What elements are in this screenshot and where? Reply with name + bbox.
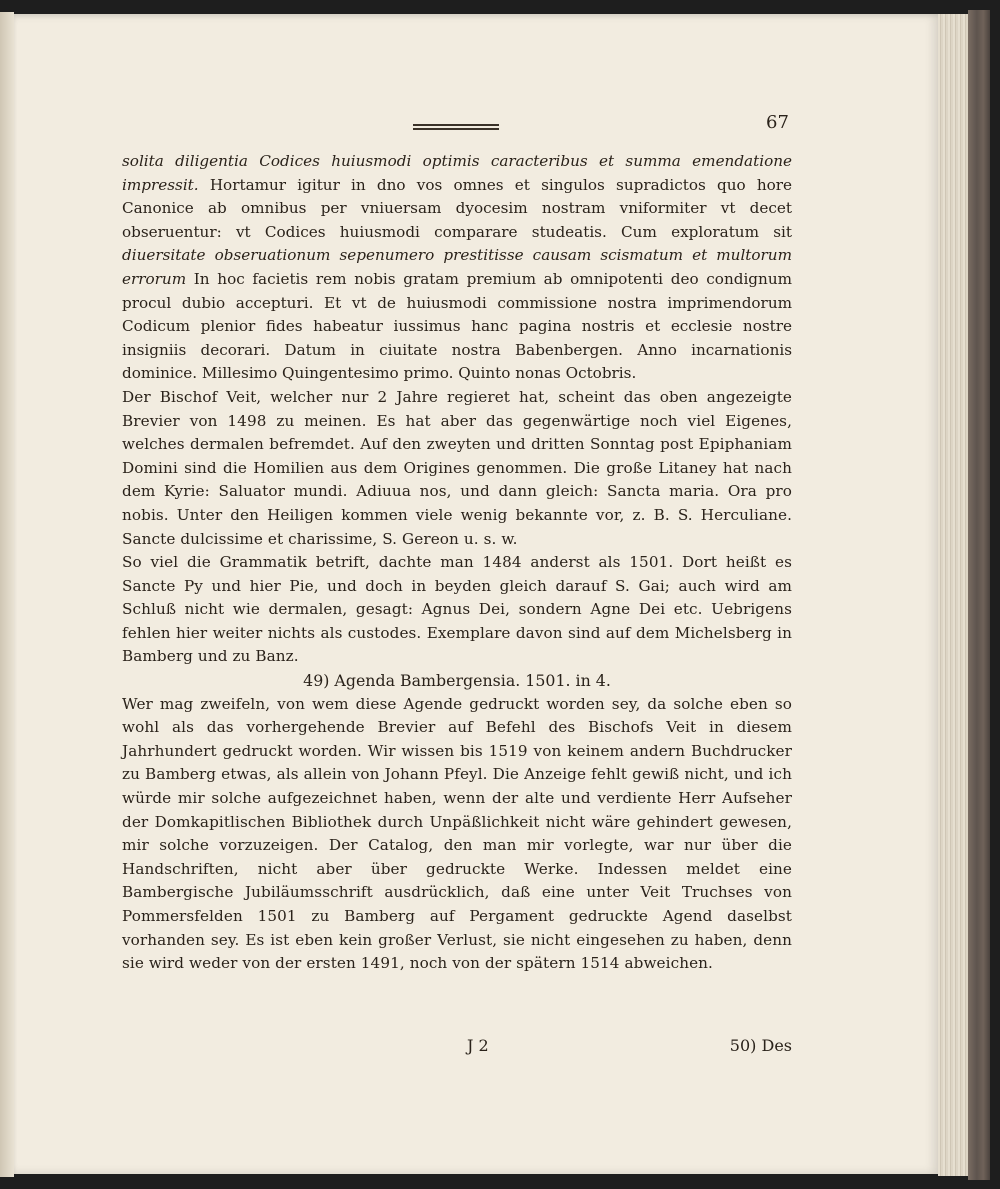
latin-paragraph bbox=[122, 150, 792, 386]
book-cover-edge bbox=[968, 10, 990, 1180]
paragraph-grammatik: So viel die Grammatik betrift, dachte man 1484 anderst als 1501. Dort heißt es Sancte Py und hier Pie, und doch in beyden gleich darauf S. Gai; auch wird am Schluß nicht wie dermalen, gesagt: Agnus Dei, sondern Agne Dei etc. Uebrigens fehlen hier weiter nichts als custodes. Exemplare davon sind auf dem Michelsberg in Bamberg und zu Banz. bbox=[122, 553, 792, 666]
section-heading: 49) Agenda Bambergensia. 1501. in 4. bbox=[303, 671, 611, 691]
left-page-edge bbox=[0, 12, 14, 1177]
page-fore-edge bbox=[938, 14, 970, 1176]
signature-mark: J 2 bbox=[467, 1036, 489, 1055]
header-rule bbox=[413, 124, 499, 130]
page-footer bbox=[122, 1036, 792, 1062]
body-text bbox=[122, 150, 792, 976]
paragraph-agende: Wer mag zweifeln, von wem diese Agende gedruckt worden sey, da solche eben so wohl als das vorhergehende Brevier auf Befehl des Bischofs Veit in diesem Jahrhundert gedruckt worden. Wir wissen bis 1519 von keinem andern Buchdrucker zu Bamberg etwas, als allein von Johann Pfeyl. Die Anzeige fehlt gewiß nicht, und ich würde mir solche aufgezeichnet haben, wenn der alte und verdiente Herr Aufseher der Domkapitlischen Bibliothek durch Unpäßlichkeit nicht wäre gehindert gewesen, mir solche vorzuzeigen. Der Catalog, den man mir vorlegte, war nur über die Handschriften, nicht aber über gedruckte Werke. Indessen meldet eine Bambergische Jubiläumsschrift ausdrücklich, daß eine unter Veit Truchses von Pommersfelden 1501 zu Bamberg auf Pergament gedruckte Agend daselbst vorhanden sey. Es ist eben kein großer Verlust, sie nicht eingesehen zu haben, denn sie wird weder von der ersten 1491, noch von der spätern 1514 abweichen. bbox=[122, 694, 792, 973]
page-number: 67 bbox=[766, 112, 789, 133]
latin-segment-1: solita diligentia Codices huiusmodi optimis caracteribus et summa emendatione impressit. bbox=[122, 152, 792, 194]
paragraph-bischof-veit: Der Bischof Veit, welcher nur 2 Jahre regieret hat, scheint das oben angezeigte Brevier von 1498 zu meinen. Es hat aber das gegenwärtige noch viel Eigenes, welches dermalen befremdet. Auf den zweyten und dritten Sonntag post Epiphaniam Domini sind die Homilien aus dem Origines genommen. Die große Litaney hat nach dem Kyrie: Saluator mundi. Adiuua nos, und dann gleich: Sancta maria. Ora pro nobis. Unter den Heiligen kommen viele wenig bekannte vor, z. B. S. Herculiane. Sancte dulcissime et charissime, S. Gereon u. s. w. bbox=[122, 387, 792, 548]
catchword: 50) Des bbox=[729, 1036, 792, 1055]
latin-segment-3: diuersitate obseruationum sepenumero prestitisse causam scismatum et multorum errorum bbox=[122, 246, 792, 288]
latin-segment-2: Hortamur igitur in dno vos omnes et singulos supradictos quo hore Canonice ab omnibus per vniuersam dyocesim nostram vniformiter vt decet obseruentur: vt Codices huiusmodi comparare studeatis. Cum exploratum sit bbox=[122, 175, 792, 241]
latin-segment-4: In hoc facietis rem nobis gratam premium ab omnipotenti deo condignum procul dubio accepturi. Et vt de huiusmodi commissione nostra imprimendorum Codicum plenior fides habeatur iussimus hanc pagina nostris et ecclesie nostre insigniis decorari. Datum in ciuitate nostra Babenbergen. Anno incarnationis dominice. Millesimo Quingentesimo primo. Quinto nonas Octobris. bbox=[122, 269, 792, 383]
